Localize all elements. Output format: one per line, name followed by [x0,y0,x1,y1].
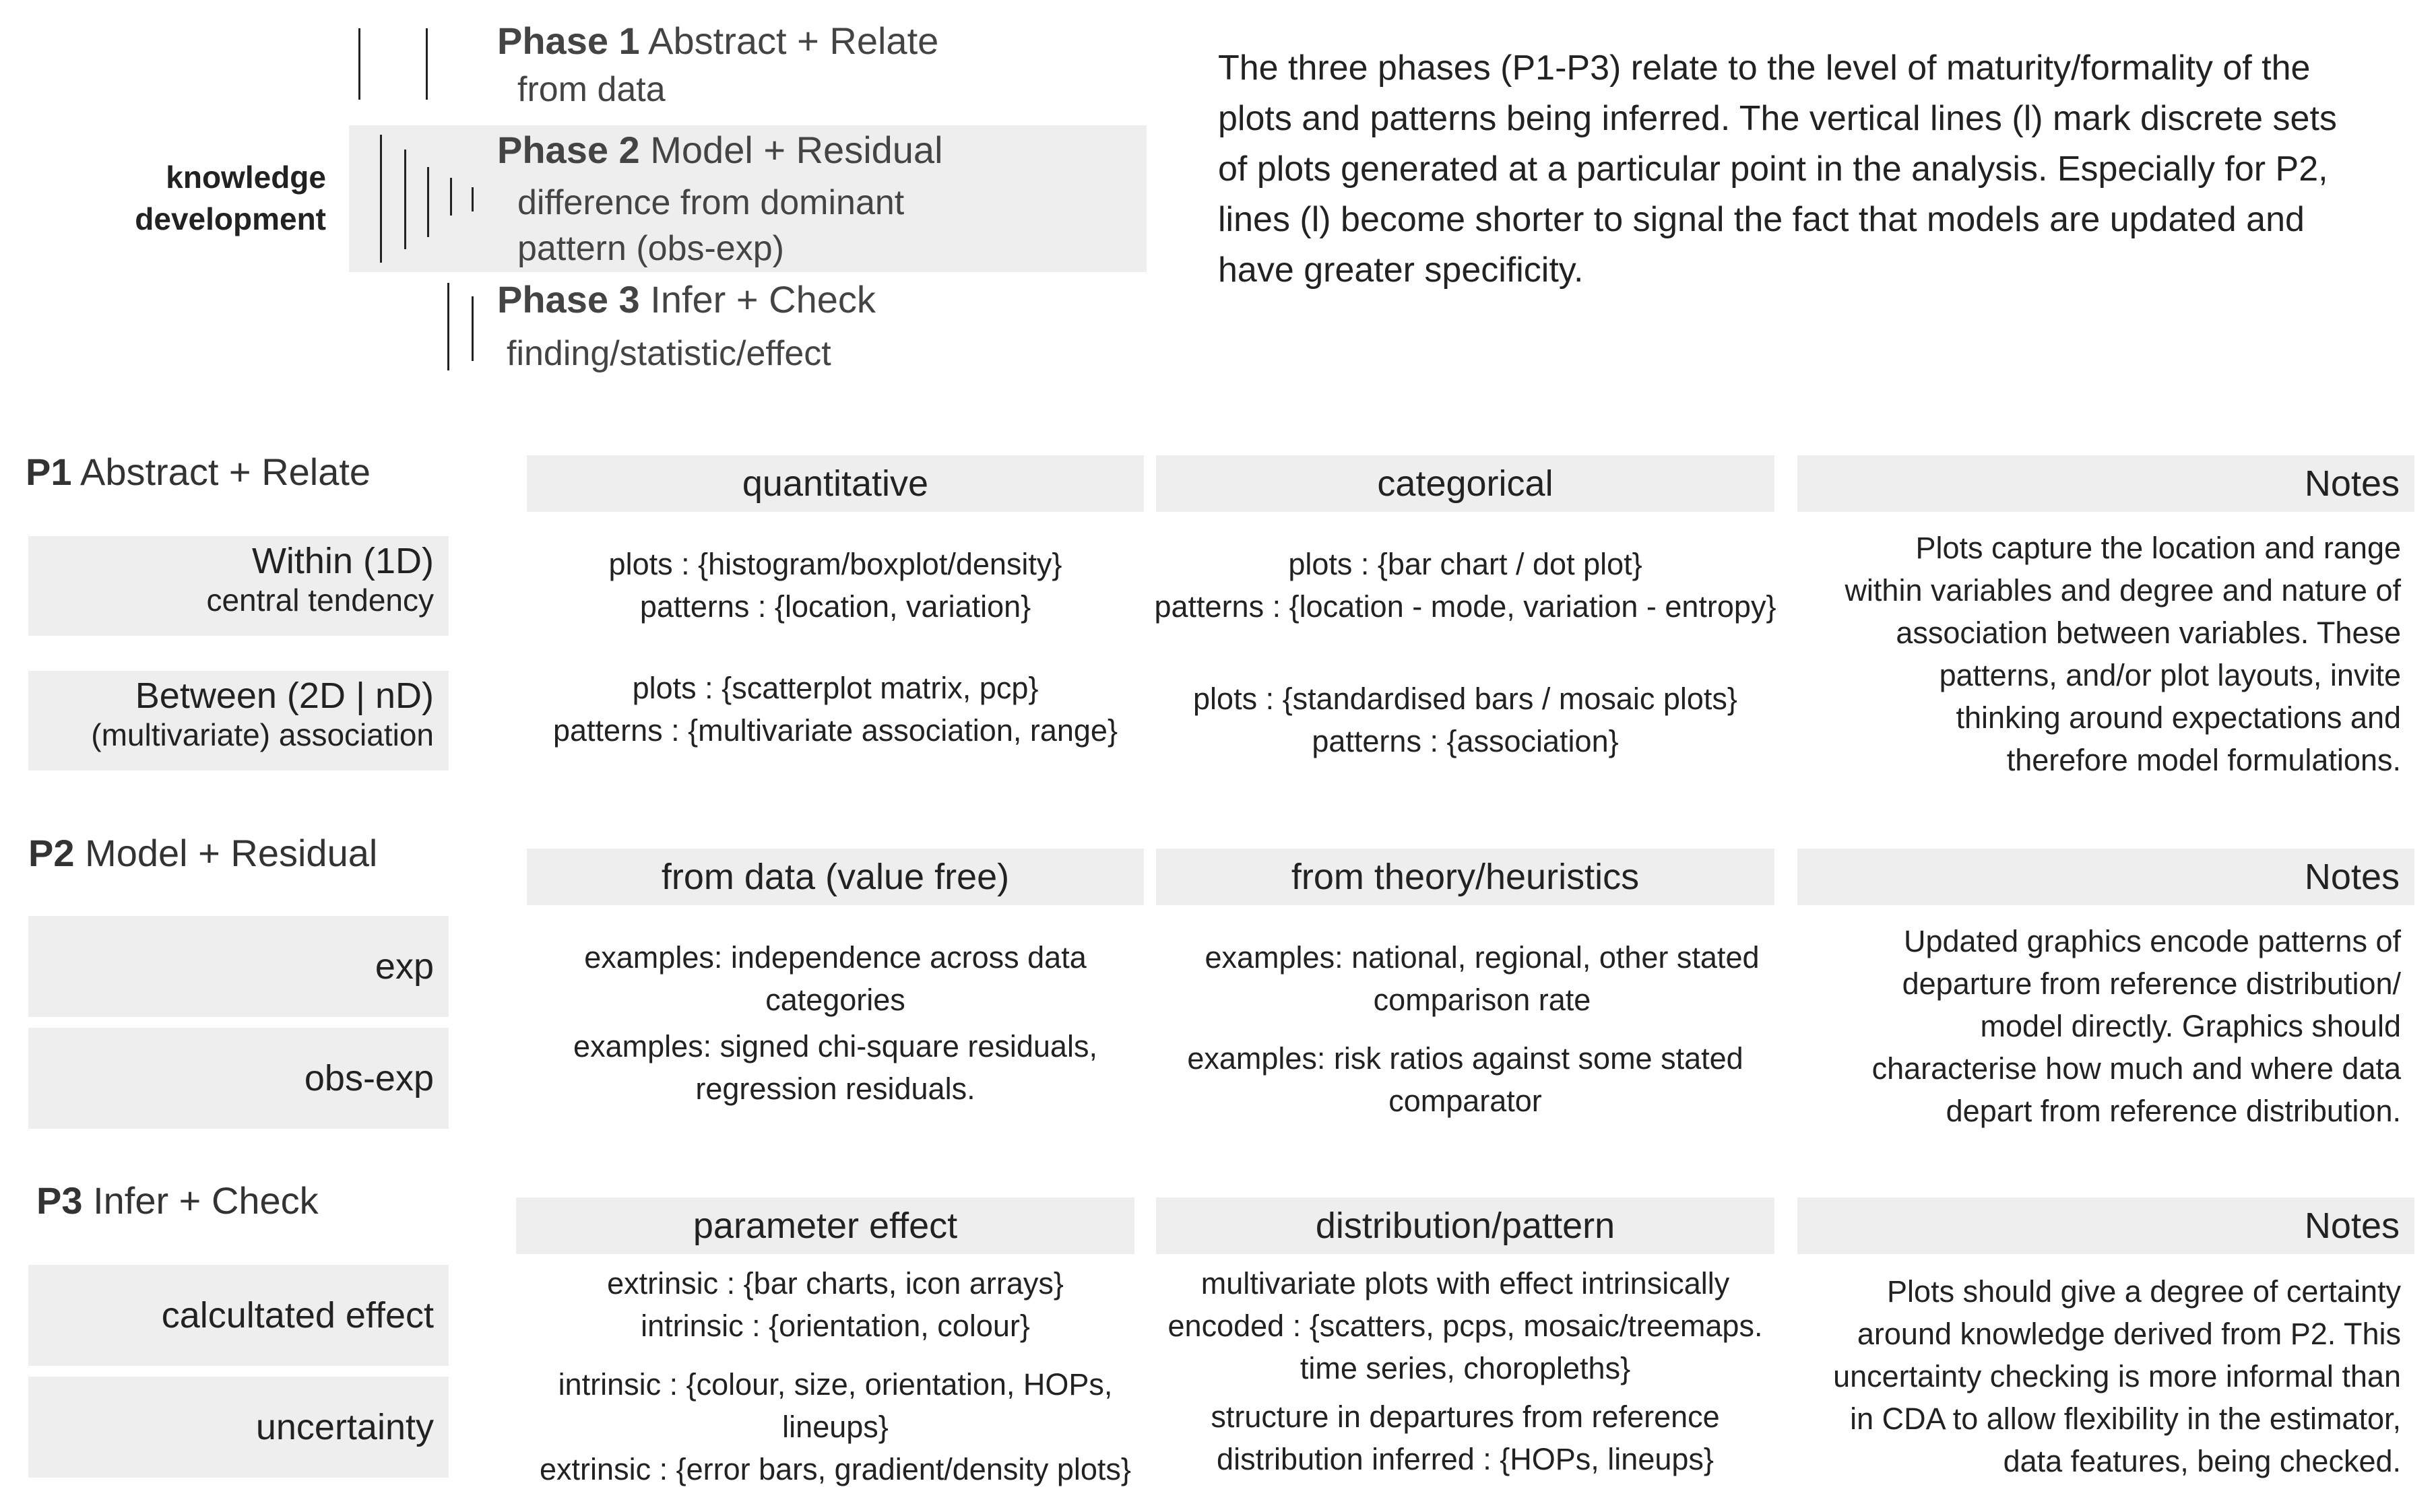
p1-header-notes: Notes [1797,455,2414,512]
phase2-line-b [404,150,406,249]
phase2-line-c [427,167,429,237]
p3-dist-uncertainty: structure in departures from reference distribution inferred : {HOPs, lineups} [1211,1400,1720,1476]
intro-line: have greater specificity. [1218,251,1584,290]
p1-row-between: Between (2D | nD) (multivariate) association [28,671,449,770]
phase1-line-a [358,28,360,100]
p1-title: P1 Abstract + Relate [26,451,371,493]
p1-cat-within: plots : {bar chart / dot plot} patterns : {location - mode, variation - entropy} [1154,547,1776,624]
p2-data-obs: examples: signed chi-square residuals, regression residuals. [573,1029,1097,1106]
phase1-line-b [426,28,428,100]
phase3-title: Phase 3 Infer + Check [497,278,876,321]
p2-title: P2 Model + Residual [28,832,378,874]
p2-header-from-data: from data (value free) [527,849,1144,905]
p3-header-notes: Notes [1797,1197,2414,1254]
phase2-title: Phase 2 Model + Residual [497,129,943,171]
p3-title: P3 Infer + Check [36,1179,319,1222]
phase3-line-a [447,283,449,370]
p1-cat-between: plots : {standardised bars / mosaic plots} patterns : {association} [1193,682,1737,758]
p1-row-within: Within (1D) central tendency [28,536,449,636]
p3-row-effect: calcultated effect [28,1265,449,1366]
p3-notes: Plots should give a degree of certainty around knowledge derived from P2. This uncertainty checking is more informal than in CDA to allow flexibility in the estimator, data features, being checked. [1833,1274,2401,1478]
p2-header-from-theory: from theory/heuristics [1156,849,1774,905]
phase1-sub: from data [517,70,666,109]
intro-line: lines (l) become shorter to signal the fact that models are updated and [1218,200,2305,239]
phase3-line-b [472,296,474,361]
intro-line: of plots generated at a particular point in the analysis. Especially for P2, [1218,150,2328,189]
p2-data-exp: examples: independence across data categories [584,940,1087,1017]
phase2-line-e [472,187,474,211]
knowledge-development-label: knowledge development [135,160,326,236]
p1-notes: Plots capture the location and range within variables and degree and nature of association between variables. These patterns, and/or plot layouts, invite thinking around expectations and therefore model formulations. [1845,531,2401,777]
intro-line: The three phases (P1-P3) relate to the level of maturity/formality of the [1218,48,2311,88]
phase3-sub: finding/statistic/effect [507,334,831,373]
p3-header-parameter-effect: parameter effect [516,1197,1134,1254]
p1-quant-within: plots : {histogram/boxplot/density} patterns : {location, variation} [608,547,1062,624]
p3-dist-effect: multivariate plots with effect intrinsically encoded : {scatters, pcps, mosaic/treemaps. time series, choropleths} [1167,1266,1763,1385]
phase2-sub-2: pattern (obs-exp) [517,229,784,268]
p2-theory-obs: examples: risk ratios against some stated comparator [1187,1041,1743,1118]
p2-notes: Updated graphics encode patterns of departure from reference distribution/ model directly. Graphics should characterise how much and where data depart from reference distribution. [1871,924,2401,1128]
phase1-title: Phase 1 Abstract + Relate [497,20,939,62]
p1-quant-between: plots : {scatterplot matrix, pcp} patterns : {multivariate association, range} [553,671,1118,748]
p1-header-quantitative: quantitative [527,455,1144,512]
phase2-sub-1: difference from dominant [517,183,905,222]
phase2-line-d [450,178,452,216]
p2-theory-exp: examples: national, regional, other stated comparison rate [1205,940,1760,1017]
p3-param-effect: extrinsic : {bar charts, icon arrays} intrinsic : {orientation, colour} [607,1266,1064,1343]
intro-paragraph [1218,43,2404,296]
phase2-line-a [380,135,382,263]
p2-header-notes: Notes [1797,849,2414,905]
p2-row-exp: exp [28,916,449,1017]
p3-row-uncertainty: uncertainty [28,1377,449,1478]
p2-row-obs-exp: obs-exp [28,1028,449,1129]
p3-param-uncertainty: intrinsic : {colour, size, orientation, HOPs, lineups} extrinsic : {error bars, gradient/density plots} [540,1367,1131,1486]
p1-header-categorical: categorical [1156,455,1774,512]
p3-header-distribution: distribution/pattern [1156,1197,1774,1254]
intro-line: plots and patterns being inferred. The vertical lines (l) mark discrete sets [1218,99,2337,138]
